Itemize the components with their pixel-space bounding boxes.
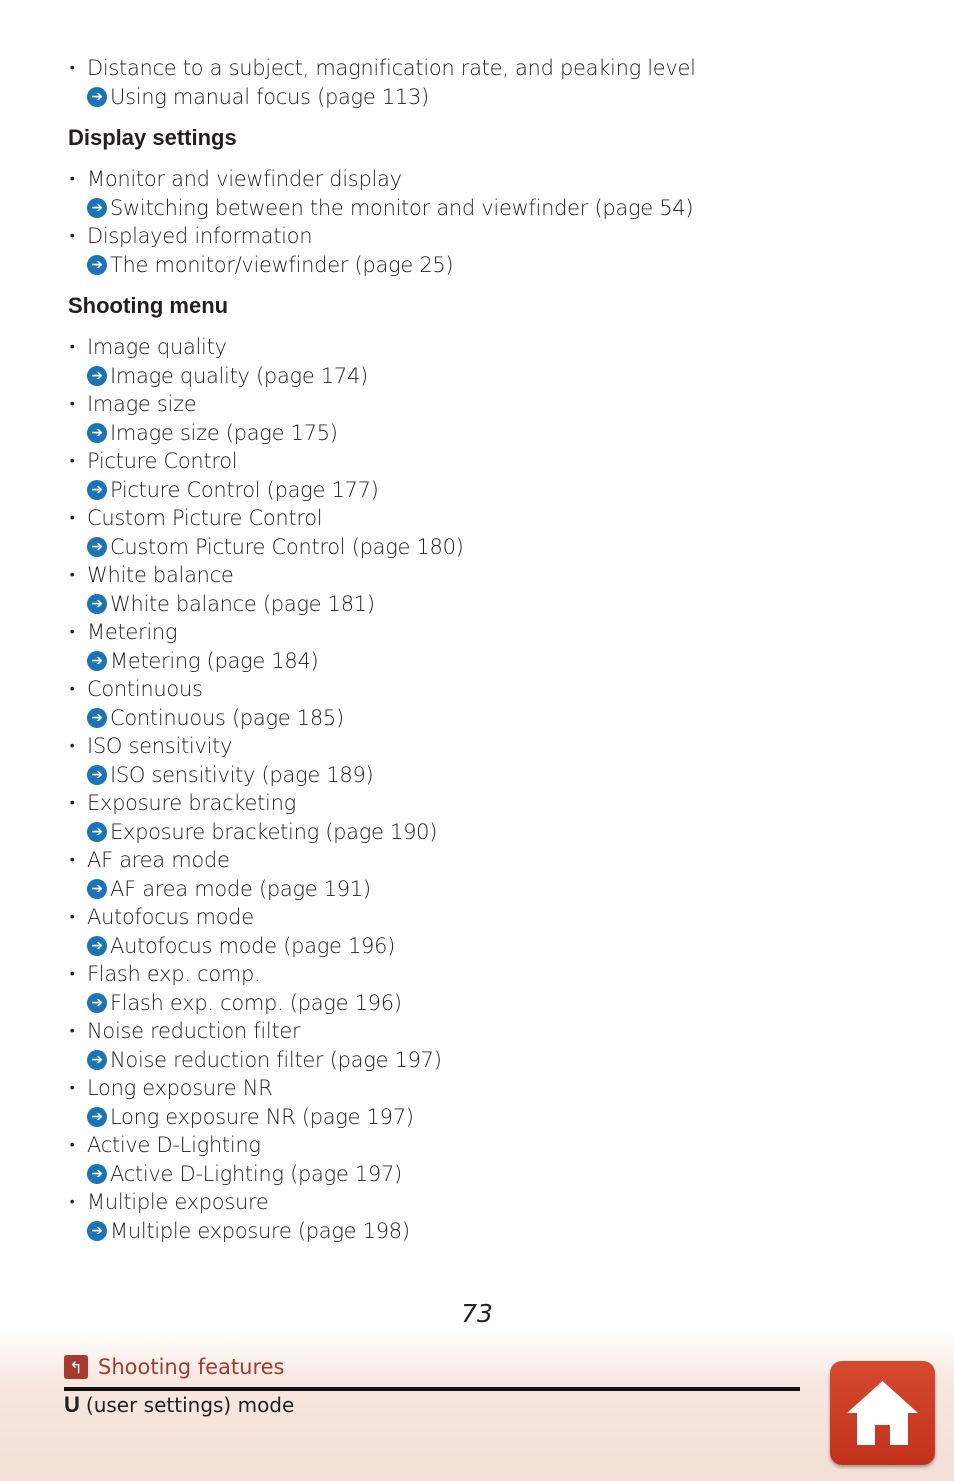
- bullet-dot: •: [69, 567, 75, 583]
- bullet-item: [68, 165, 888, 194]
- list-item: [68, 1188, 888, 1245]
- list-item: [68, 54, 888, 111]
- cross-reference-link[interactable]: [68, 476, 888, 505]
- item-label: Autofocus mode: [87, 905, 254, 929]
- bullet-dot: •: [69, 453, 75, 469]
- item-label: White balance: [87, 563, 234, 587]
- sections-container: [68, 124, 888, 1245]
- cross-reference-text: Using manual focus (page 113): [110, 84, 429, 109]
- cross-reference-text: Custom Picture Control (page 180): [110, 534, 464, 559]
- bullet-item: [68, 390, 888, 419]
- section-heading: Shooting menu: [68, 293, 229, 318]
- cross-reference-link[interactable]: [68, 647, 888, 676]
- return-arrow-icon: ↰: [64, 1355, 88, 1379]
- arrow-right-icon: ➔: [87, 708, 107, 728]
- cross-reference-text: Active D-Lighting (page 197): [110, 1161, 402, 1186]
- cross-reference-link[interactable]: [68, 362, 888, 391]
- cross-reference-link[interactable]: [68, 932, 888, 961]
- cross-reference-text: Multiple exposure (page 198): [110, 1218, 410, 1243]
- item-label: Image size: [87, 392, 197, 416]
- bullet-dot: •: [69, 510, 75, 526]
- bullet-item: [68, 54, 888, 83]
- section-heading: Display settings: [68, 125, 237, 150]
- arrow-right-icon: ➔: [87, 198, 107, 218]
- arrow-right-icon: ➔: [87, 537, 107, 557]
- bullet-dot: •: [69, 171, 75, 187]
- list-item: [68, 447, 888, 504]
- bullet-item: [68, 675, 888, 704]
- item-label: AF area mode: [87, 848, 230, 872]
- back-link-shooting-features[interactable]: [64, 1355, 284, 1379]
- bullet-item: [68, 789, 888, 818]
- bullet-dot: •: [69, 852, 75, 868]
- cross-reference-text: Switching between the monitor and viewfinder (page 54): [110, 195, 694, 220]
- cross-reference-link[interactable]: [68, 704, 888, 733]
- bullet-item: [68, 960, 888, 989]
- item-label: Continuous: [87, 677, 203, 701]
- arrow-right-icon: ➔: [87, 366, 107, 386]
- bullet-dot: •: [69, 228, 75, 244]
- arrow-right-icon: ➔: [87, 255, 107, 275]
- cross-reference-text: Metering (page 184): [110, 648, 319, 673]
- bullet-dot: •: [69, 795, 75, 811]
- list-item: [68, 960, 888, 1017]
- cross-reference-link[interactable]: [68, 761, 888, 790]
- item-label: Monitor and viewfinder display: [87, 167, 402, 191]
- mode-caption-text: (user settings) mode: [85, 1393, 295, 1417]
- cross-reference-link[interactable]: [68, 875, 888, 904]
- footer-rule: [64, 1387, 800, 1391]
- item-label: Custom Picture Control: [87, 506, 323, 530]
- list-item: [68, 222, 888, 279]
- home-icon: [838, 1369, 927, 1457]
- cross-reference-link[interactable]: [68, 1103, 888, 1132]
- mode-u-glyph: U: [64, 1392, 80, 1417]
- cross-reference-text: Long exposure NR (page 197): [110, 1104, 414, 1129]
- bullet-item: [68, 561, 888, 590]
- cross-reference-text: ISO sensitivity (page 189): [110, 762, 374, 787]
- cross-reference-link[interactable]: [68, 83, 888, 112]
- bullet-item: [68, 504, 888, 533]
- item-label: ISO sensitivity: [87, 734, 233, 758]
- list-item: [68, 789, 888, 846]
- item-label: Picture Control: [87, 449, 238, 473]
- cross-reference-link[interactable]: [68, 1217, 888, 1246]
- cross-reference-link[interactable]: [68, 818, 888, 847]
- arrow-right-icon: ➔: [87, 594, 107, 614]
- arrow-right-icon: ➔: [87, 1164, 107, 1184]
- bullet-item: [68, 618, 888, 647]
- arrow-right-icon: ➔: [87, 423, 107, 443]
- cross-reference-link[interactable]: [68, 989, 888, 1018]
- footer-mode-caption: [64, 1392, 294, 1418]
- bullet-dot: •: [69, 1080, 75, 1096]
- cross-reference-text: Noise reduction filter (page 197): [110, 1047, 442, 1072]
- item-label: Noise reduction filter: [87, 1019, 301, 1043]
- cross-reference-link[interactable]: [68, 419, 888, 448]
- bullet-item: [68, 1188, 888, 1217]
- bullet-item: [68, 333, 888, 362]
- item-label: Multiple exposure: [87, 1190, 269, 1214]
- cross-reference-link[interactable]: [68, 590, 888, 619]
- bullet-dot: •: [69, 1194, 75, 1210]
- item-label: Distance to a subject, magnification rate, and peaking level: [87, 56, 696, 80]
- list-item: [68, 165, 888, 222]
- arrow-right-icon: ➔: [87, 480, 107, 500]
- back-link-label: Shooting features: [98, 1355, 285, 1379]
- arrow-right-icon: ➔: [87, 822, 107, 842]
- cross-reference-link[interactable]: [68, 1160, 888, 1189]
- bullet-dot: •: [69, 60, 75, 76]
- bullet-item: [68, 846, 888, 875]
- item-label: Metering: [87, 620, 178, 644]
- bullet-item: [68, 222, 888, 251]
- list-item: [68, 732, 888, 789]
- cross-reference-link[interactable]: [68, 251, 888, 280]
- bullet-item: [68, 732, 888, 761]
- bullet-item: [68, 1074, 888, 1103]
- bullet-dot: •: [69, 681, 75, 697]
- bullet-dot: •: [69, 1023, 75, 1039]
- list-item: [68, 618, 888, 675]
- cross-reference-text: Picture Control (page 177): [110, 477, 379, 502]
- arrow-right-icon: ➔: [87, 936, 107, 956]
- page-number: 73: [461, 1299, 493, 1328]
- bullet-dot: •: [69, 624, 75, 640]
- cross-reference-text: Exposure bracketing (page 190): [110, 819, 438, 844]
- bullet-dot: •: [69, 738, 75, 754]
- page-content: [68, 54, 888, 1245]
- cross-reference-link[interactable]: [68, 533, 888, 562]
- list-item: [68, 1017, 888, 1074]
- bullet-item: [68, 1017, 888, 1046]
- bullet-dot: •: [69, 909, 75, 925]
- list-item: [68, 1074, 888, 1131]
- list-item: [68, 333, 888, 390]
- list-item: [68, 846, 888, 903]
- cross-reference-text: AF area mode (page 191): [110, 876, 371, 901]
- cross-reference-link[interactable]: [68, 194, 888, 223]
- list-item: [68, 561, 888, 618]
- arrow-right-icon: ➔: [87, 651, 107, 671]
- cross-reference-text: Image size (page 175): [110, 420, 338, 445]
- cross-reference-text: Flash exp. comp. (page 196): [110, 990, 402, 1015]
- cross-reference-text: White balance (page 181): [110, 591, 375, 616]
- item-label: Displayed information: [87, 224, 313, 248]
- arrow-right-icon: ➔: [87, 1221, 107, 1241]
- cross-reference-text: Continuous (page 185): [110, 705, 344, 730]
- list-item: [68, 390, 888, 447]
- arrow-right-icon: ➔: [87, 1107, 107, 1127]
- bullet-item: [68, 447, 888, 476]
- bullet-dot: •: [69, 339, 75, 355]
- arrow-right-icon: ➔: [87, 765, 107, 785]
- bullet-item: [68, 1131, 888, 1160]
- cross-reference-text: Image quality (page 174): [110, 363, 368, 388]
- bullet-dot: •: [69, 966, 75, 982]
- arrow-right-icon: ➔: [87, 879, 107, 899]
- list-item: [68, 1131, 888, 1188]
- arrow-right-icon: ➔: [87, 87, 107, 107]
- section-list: [68, 165, 888, 279]
- bullet-dot: •: [69, 396, 75, 412]
- bullet-dot: •: [69, 1137, 75, 1153]
- item-label: Long exposure NR: [87, 1076, 273, 1100]
- arrow-right-icon: ➔: [87, 1050, 107, 1070]
- section-list: [68, 333, 888, 1245]
- arrow-right-icon: ➔: [87, 993, 107, 1013]
- item-label: Active D-Lighting: [87, 1133, 261, 1157]
- cross-reference-text: The monitor/viewfinder (page 25): [110, 252, 454, 277]
- list-item: [68, 903, 888, 960]
- bullet-item: [68, 903, 888, 932]
- intro-list: [68, 54, 888, 111]
- item-label: Exposure bracketing: [87, 791, 296, 815]
- cross-reference-text: Autofocus mode (page 196): [110, 933, 396, 958]
- item-label: Image quality: [87, 335, 227, 359]
- list-item: [68, 675, 888, 732]
- home-button[interactable]: [830, 1361, 935, 1465]
- item-label: Flash exp. comp.: [87, 962, 261, 986]
- cross-reference-link[interactable]: [68, 1046, 888, 1075]
- list-item: [68, 504, 888, 561]
